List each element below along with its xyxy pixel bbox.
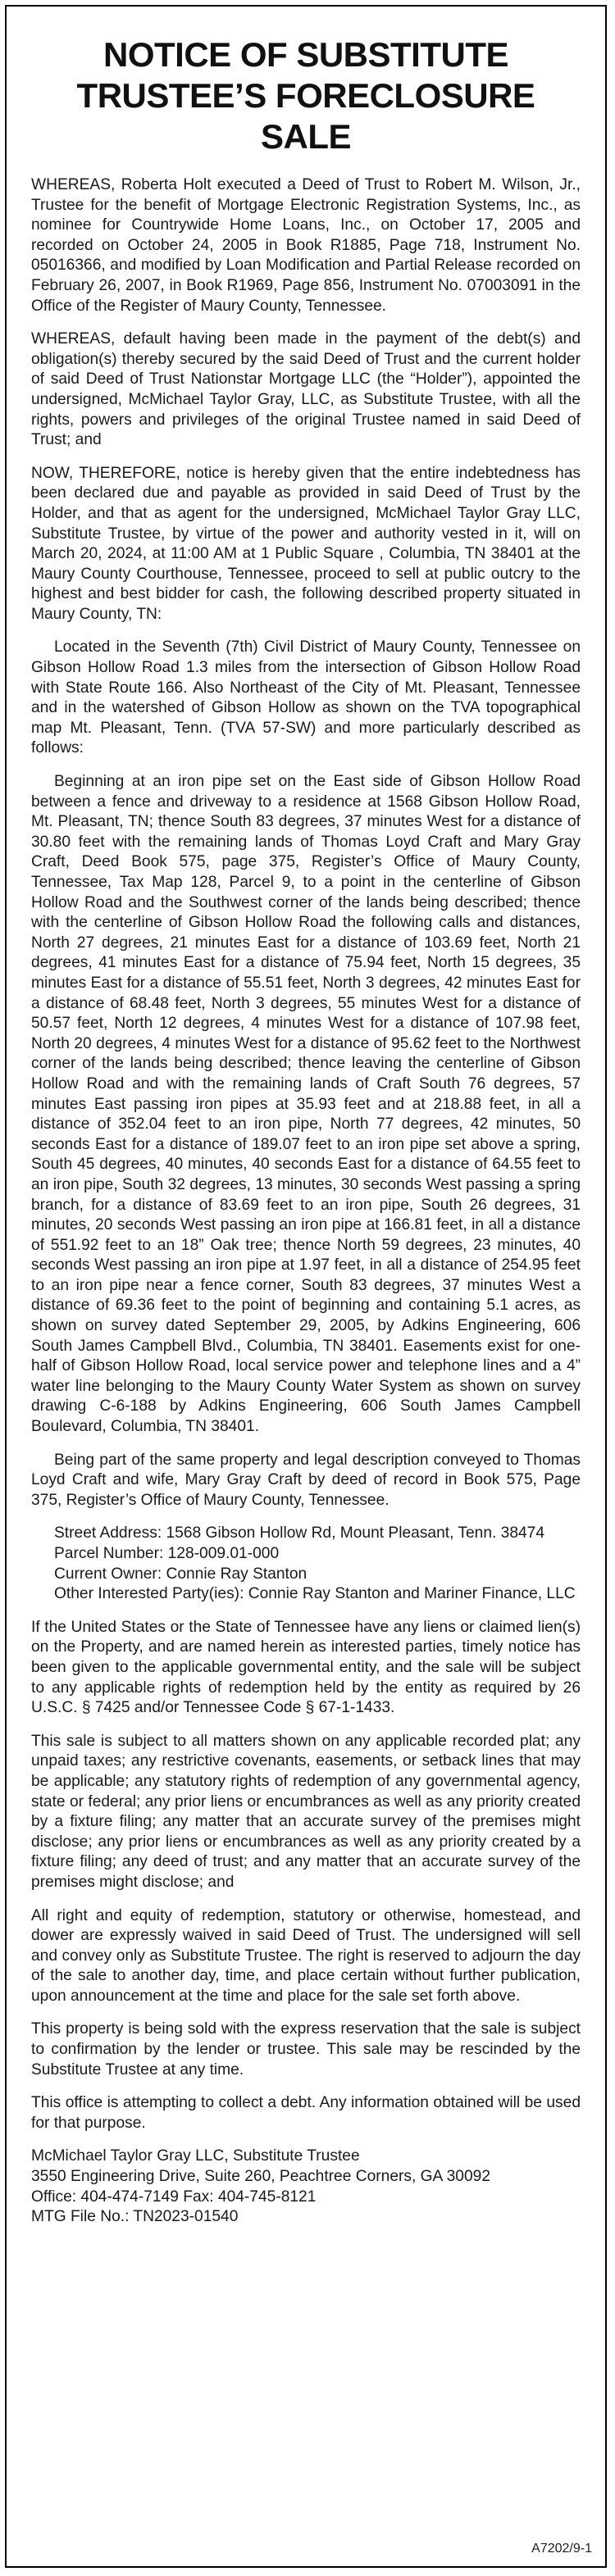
property-info <box>54 1524 581 1604</box>
paragraph-debt-collection: This office is attempting to collect a debt. Any information obtained will be used for that purpose. <box>31 2094 581 2132</box>
paragraph-sale-subject: This sale is subject to all matters shown on any applicable recorded plat; any unpaid taxes; any restrictive covenants, easements, or setback lines that may be applicable; any statutory rights of redemption of any governmental agency, state or federal; any prior liens or encumbrances as well as any priority created by a fixture filing; any matter that an accurate survey of the premises might disclose; any prior liens or encumbrances as well as any priority created by a fixture filing; any deed of trust; and any matter that an accurate survey of the premises might disclose; and <box>31 1732 581 1891</box>
paragraph-location: Located in the Seventh (7th) Civil District of Maury County, Tennessee on Gibson Hollow Road 1.3 miles from the intersection of Gibson Hollow Road with State Route 166. Also Northeast of the City of Mt. Pleasant, Tennessee and in the watershed of Gibson Hollow as shown on the TVA topographical map Mt. Pleasant, Tenn. (TVA 57-SW) and more particularly described as follows: <box>31 638 581 757</box>
current-owner: Current Owner: Connie Ray Stanton <box>54 1565 308 1583</box>
ad-reference-code: A7202/9-1 <box>531 2542 592 2556</box>
legal-notice <box>5 5 607 2568</box>
title-line-1: NOTICE OF SUBSTITUTE <box>103 35 508 74</box>
trustee-address: 3550 Engineering Drive, Suite 260, Peachtree Corners, GA 30092 <box>31 2168 490 2186</box>
paragraph-redemption-waived: All right and equity of redemption, statutory or otherwise, homestead, and dower are expressly waived in said Deed of Trust. The undersigned will sell and convey only as Substitute Trustee. The right is reserved to adjourn the day of the sale to another day, time, and place certain without further publication, upon announcement at the time and place for the sale set forth above. <box>31 1906 581 2005</box>
paragraph-federal-liens: If the United States or the State of Tennessee have any liens or claimed lien(s) on the Property, and are named herein as interested parties, timely notice has been given to the applicable governmental entity, and the sale will be subject to any applicable rights of redemption held by the entity as required by 26 U.S.C. § 7425 and/or Tennessee Code § 67-1-1433. <box>31 1618 581 1717</box>
trustee-signature-block <box>31 2147 581 2227</box>
trustee-phone: Office: 404-474-7149 Fax: 404-745-8121 <box>31 2188 317 2206</box>
paragraph-whereas-deed: WHEREAS, Roberta Holt executed a Deed of Trust to Robert M. Wilson, Jr., Trustee for the benefit of Mortgage Electronic Registration Systems, Inc., as nominee for Countrywide Home Loans, Inc., on October 17, 2005 and recorded on October 24, 2005 in Book R1885, Page 718, Instrument No. 05016366, and modified by Loan Modification and Partial Release recorded on February 26, 2007, in Book R1969, Page 856, Instrument No. 07003091 in the Office of the Register of Maury County, Tennessee. <box>31 176 581 315</box>
file-number: MTG File No.: TN2023-01540 <box>31 2208 239 2226</box>
paragraph-whereas-default: WHEREAS, default having been made in the payment of the debt(s) and obligation(s) thereby secured by the said Deed of Trust and the current holder of said Deed of Trust Nationstar Mortgage LLC (the “Holder”), appointed the undersigned, McMichael Taylor Gray, LLC, as Substitute Trustee, with all the rights, powers and privileges of the original Trustee named in said Deed of Trust; and <box>31 330 581 449</box>
title-line-2: TRUSTEE’S FORECLOSURE SALE <box>76 76 535 156</box>
paragraph-legal-description: Beginning at an iron pipe set on the East side of Gibson Hollow Road between a fence and driveway to a residence at 1568 Gibson Hollow Road, Mt. Pleasant, TN; thence South 83 degrees, 37 minutes West for a distance of 30.80 feet with the remaining lands of Thomas Loyd Craft and Mary Gray Craft, Deed Book 575, page 375, Register’s Office of Maury County, Tennessee, Tax Map 128, Parcel 9, to a point in the centerline of Gibson Hollow Road and the Southwest corner of the lands being described; thence with the centerline of Gibson Hollow Road the following calls and distances, North 27 degrees, 21 minutes East for a distance of 103.69 feet, North 21 degrees, 41 minutes East for a distance of 75.94 feet, North 15 degrees, 35 minutes East for a distance of 55.51 feet, North 3 degrees, 42 minutes East for a distance of 68.48 feet, North 3 degrees, 55 minutes West for a distance of 50.57 feet, North 12 degrees, 4 minutes West for a distance of 107.98 feet, North 20 degrees, 4 minutes West for a distance of 95.62 feet to the Northwest corner of the lands being described; thence leaving the centerline of Gibson Hollow Road and with the remaining lands of Craft South 76 degrees, 57 minutes East passing iron pipes at 35.93 feet and at 218.88 feet, in all a distance of 352.04 feet to an iron pipe, North 77 degrees, 42 minutes, 50 seconds East for a distance of 189.07 feet to an iron pipe set above a spring, South 45 degrees, 40 minutes, 40 seconds East for a distance of 64.55 feet to an iron pipe, South 32 degrees, 13 minutes, 30 seconds West passing a spring branch, for a distance of 83.69 feet to an iron pipe, South 26 degrees, 31 minutes, 20 seconds West passing an iron pipe at 166.81 feet, in all a distance of 551.92 feet to an 18” Oak tree; thence North 59 degrees, 23 minutes, 40 seconds West passing an iron pipe at 1.97 feet, in all a distance of 254.95 feet to an iron pipe near a fence corner, South 83 degrees, 37 minutes West a distance of 69.36 feet to the point of beginning and containing 5.1 acres, as shown on survey dated September 29, 2005, by Adkins Engineering, 606 South James Campbell Blvd., Columbia, TN 38401. Easements exist for one-half of Gibson Hollow Road, local service power and telephone lines and a 4” water line belonging to the Maury County Water System as shown on survey drawing C-6-188 by Adkins Engineering, 606 South James Campbell Boulevard, Columbia, TN 38401. <box>31 773 581 1436</box>
paragraph-express-reservation: This property is being sold with the express reservation that the sale is subject to confirmation by the lender or trustee. This sale may be rescinded by the Substitute Trustee at any time. <box>31 2020 581 2079</box>
street-address: Street Address: 1568 Gibson Hollow Rd, Mount Pleasant, Tenn. 38474 <box>54 1524 545 1542</box>
paragraph-being-part: Being part of the same property and legal description conveyed to Thomas Loyd Craft and wife, Mary Gray Craft by deed of record in Book 575, Page 375, Register’s Office of Maury County, Tennessee. <box>31 1451 581 1509</box>
paragraph-now-therefore: NOW, THEREFORE, notice is hereby given that the entire indebtedness has been declared due and payable as provided in said Deed of Trust by the Holder, and that as agent for the undersigned, McMichael Taylor Gray LLC, Substitute Trustee, by virtue of the power and authority vested in it, will on March 20, 2024, at 11:00 AM at 1 Public Square , Columbia, TN 38401 at the Maury County Courthouse, Tennessee, proceed to sell at public outcry to the highest and best bidder for cash, the following described property situated in Maury County, TN: <box>31 464 581 623</box>
parcel-number: Parcel Number: 128-009.01-000 <box>54 1545 280 1562</box>
other-interested-parties: Other Interested Party(ies): Connie Ray Stanton and Mariner Finance, LLC <box>54 1585 576 1603</box>
trustee-firm: McMichael Taylor Gray LLC, Substitute Trustee <box>31 2147 360 2165</box>
notice-title <box>31 34 581 157</box>
